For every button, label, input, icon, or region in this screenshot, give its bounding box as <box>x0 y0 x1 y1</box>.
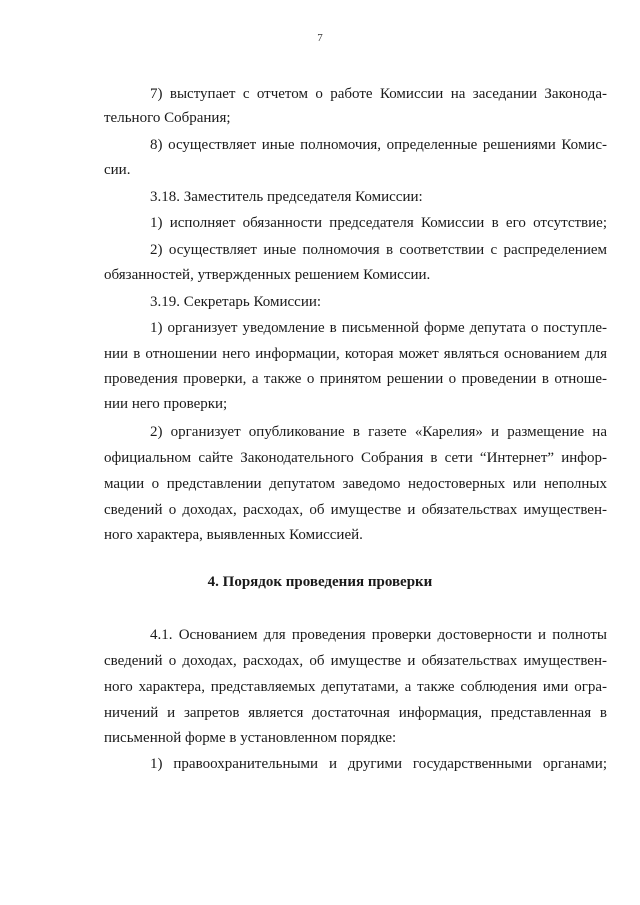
text-line: 2) осуществляет иные полномочия в соответствии с распределением <box>150 242 607 258</box>
text-line: 2) организует опубликование в газете «Карелия» и размещение на <box>150 424 607 440</box>
text-line: 1) правоохранительными и другими государственными органами; <box>150 756 607 772</box>
text-line: обязанностей, утвержденных решением Комиссии. <box>104 267 431 283</box>
text-line: 3.18. Заместитель председателя Комиссии: <box>150 189 423 205</box>
text-line: проведения проверки, а также о принятом решении о проведении в отноше- <box>104 371 607 387</box>
text-line: 1) исполняет обязанности председателя Комиссии в его отсутствие; <box>150 215 607 231</box>
text-line: письменной форме в установленном порядке: <box>104 730 397 746</box>
section-heading: 4. Порядок проведения проверки <box>207 574 433 590</box>
page-number: 7 <box>317 32 323 44</box>
text-line: ничений и запретов является достаточная информация, представленная в <box>104 705 607 721</box>
text-line: сведений о доходах, расходах, об имуществе и обязательствах имуществен- <box>104 653 607 669</box>
text-line: 7) выступает с отчетом о работе Комиссии на заседании Законода- <box>150 86 607 102</box>
text-line: нии него проверки; <box>104 396 228 412</box>
text-line: сии. <box>104 162 131 178</box>
text-line: 4.1. Основанием для проведения проверки достоверности и полноты <box>150 627 607 643</box>
text-line: 3.19. Секретарь Комиссии: <box>150 294 322 310</box>
text-line: ного характера, представляемых депутатами, а также соблюдения ими огра- <box>104 679 607 695</box>
text-line: сведений о доходах, расходах, об имуществе и обязательствах имуществен- <box>104 502 607 518</box>
text-line: 8) осуществляет иные полномочия, определенные решениями Комис- <box>150 137 607 153</box>
text-line: 1) организует уведомление в письменной форме депутата о поступле- <box>150 320 607 336</box>
text-line: тельного Собрания; <box>104 110 231 126</box>
text-line: мации о представлении депутатом заведомо недостоверных или неполных <box>104 476 607 492</box>
text-line: ного характера, выявленных Комиссией. <box>104 527 363 543</box>
text-line: нии в отношении него информации, которая может являться основанием для <box>104 346 607 362</box>
text-line: официальном сайте Законодательного Собрания в сети “Интернет” инфор- <box>104 450 607 466</box>
